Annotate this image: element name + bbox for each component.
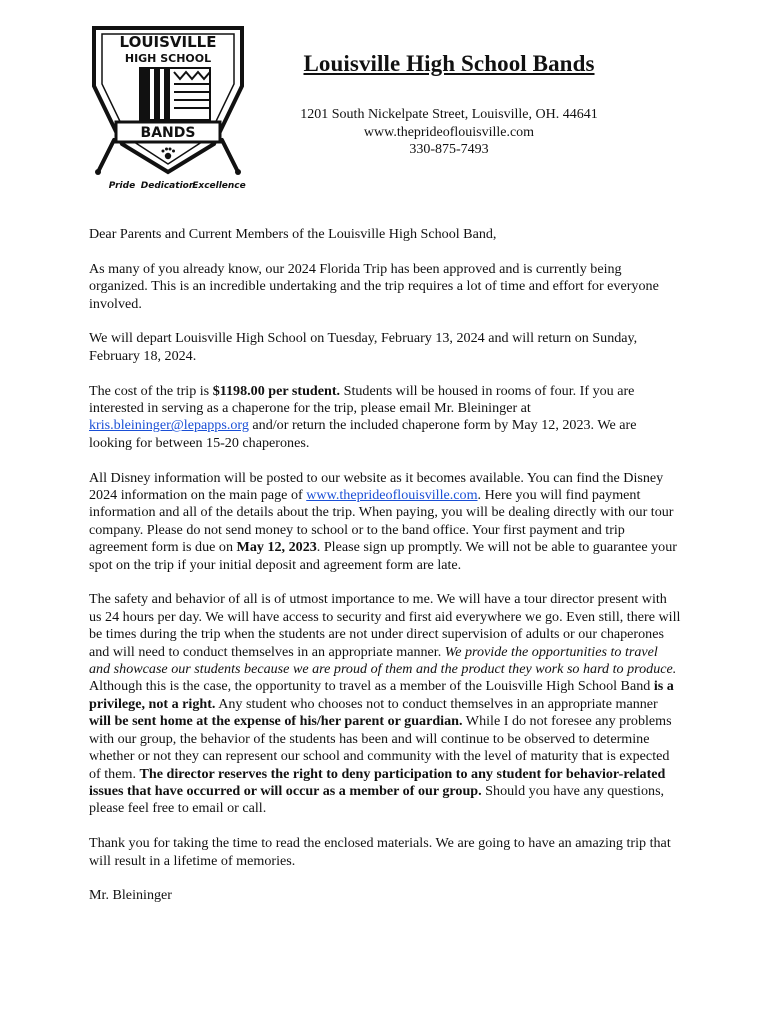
behavior-observed-text: While I do not foresee any problems with our group, the behavior of the students has been and will continue to be observed to determine whether or not they can represent our school and community with the level of maturity that is expected of them. xyxy=(89,713,672,782)
behavior-director-reserves-bold: The director reserves the right to deny participation to any student for behavior-related issues that have occurred or will occur as a member of our group. xyxy=(89,765,666,799)
behavior-privilege-bold: is a privilege, not a right. xyxy=(89,678,674,712)
letterhead xyxy=(260,50,638,159)
letterhead-website: www.theprideoflouisville.com xyxy=(363,124,535,140)
logo-motto-dedication: Dedication xyxy=(140,181,196,191)
paragraph-disney-info xyxy=(89,470,681,574)
cost-intro-text: The cost of the trip is xyxy=(89,382,213,399)
letterhead-address: 1201 South Nickelpate Street, Louisville, OH. 44641 xyxy=(300,107,598,122)
logo-motto-excellence: Excellence xyxy=(192,181,246,191)
behavior-privilege-intro: Although this is the case, the opportunity to travel as a member of the Louisville High School Band xyxy=(89,678,654,695)
paragraph-cost xyxy=(89,383,681,453)
letter-body xyxy=(89,226,681,922)
logo-school-name-line1: LOUISVILLE xyxy=(119,33,217,51)
cost-amount: $1198.00 per student. xyxy=(212,382,341,399)
signature: Mr. Bleininger xyxy=(89,887,172,904)
payment-due-date: May 12, 2023 xyxy=(236,539,317,556)
cost-chaperone-text: Students will be housed in rooms of four. If you are interested in serving as a chaperone for the trip, please email Mr. Bleininger at xyxy=(89,382,635,417)
paragraph-behavior xyxy=(89,591,681,817)
behavior-conduct-text: Any student who chooses not to conduct themselves in an appropriate manner xyxy=(215,695,658,712)
school-band-logo xyxy=(88,22,248,194)
paragraph-trip-approved: As many of you already know, our 2024 Florida Trip has been approved and is currently being organized. This is an incredible undertaking and the trip requires a lot of time and effort for everyone involved. xyxy=(89,260,659,312)
behavior-italic-text: We provide the opportunities to travel and showcase our students because we are proud of them and the product they work so hard to produce. xyxy=(89,643,677,678)
disney-intro-text: All Disney information will be posted to our website as it becomes available. You can find the Disney 2024 information on the main page of xyxy=(89,469,664,504)
disney-payment-text: . Here you will find payment information and all of the details about the trip. When paying, you will be dealing directly with our tour company. Please do not send money to school or to the band office. Your first payment and trip agreement form is due on xyxy=(89,487,674,556)
letterhead-phone: 330-875-7493 xyxy=(409,142,489,157)
behavior-sent-home-bold: will be sent home at the expense of his/her parent or guardian. xyxy=(89,713,463,730)
logo-graphic xyxy=(88,22,248,194)
director-email-link[interactable]: kris.bleininger@lepapps.org xyxy=(89,417,249,434)
paragraph-thanks: Thank you for taking the time to read the enclosed materials. We are going to have an amazing trip that will result in a lifetime of memories. xyxy=(89,835,671,869)
letterhead-title: Louisville High School Bands xyxy=(303,51,595,76)
salutation: Dear Parents and Current Members of the Louisville High School Band, xyxy=(89,226,497,242)
logo-school-name-line2: HIGH SCHOOL xyxy=(124,52,212,65)
logo-banner-text: BANDS xyxy=(140,125,196,141)
website-link[interactable]: www.theprideoflouisville.com xyxy=(306,487,478,504)
cost-chaperone-deadline-text: and/or return the included chaperone form by May 12, 2023. We are looking for between 15-20 chaperones. xyxy=(89,417,637,451)
paragraph-dates: We will depart Louisville High School on Tuesday, February 13, 2024 and will return on Sunday, February 18, 2024. xyxy=(89,330,638,364)
behavior-intro-text: The safety and behavior of all is of utmost importance to me. We will have a tour director present with us 24 hours per day. We will have access to security and first aid everywhere we go. Even still, there will be times during the trip when the students are not under direct supervision of adults or our chaperones and will need to conduct themselves in an appropriate manner. xyxy=(89,591,681,660)
behavior-closing-text: Should you have any questions, please feel free to email or call. xyxy=(89,782,665,817)
disney-deadline-text: . Please sign up promptly. We will not be able to guarantee your spot on the trip if your initial deposit and agreement form are late. xyxy=(89,539,677,573)
logo-motto-pride: Pride xyxy=(108,181,136,191)
